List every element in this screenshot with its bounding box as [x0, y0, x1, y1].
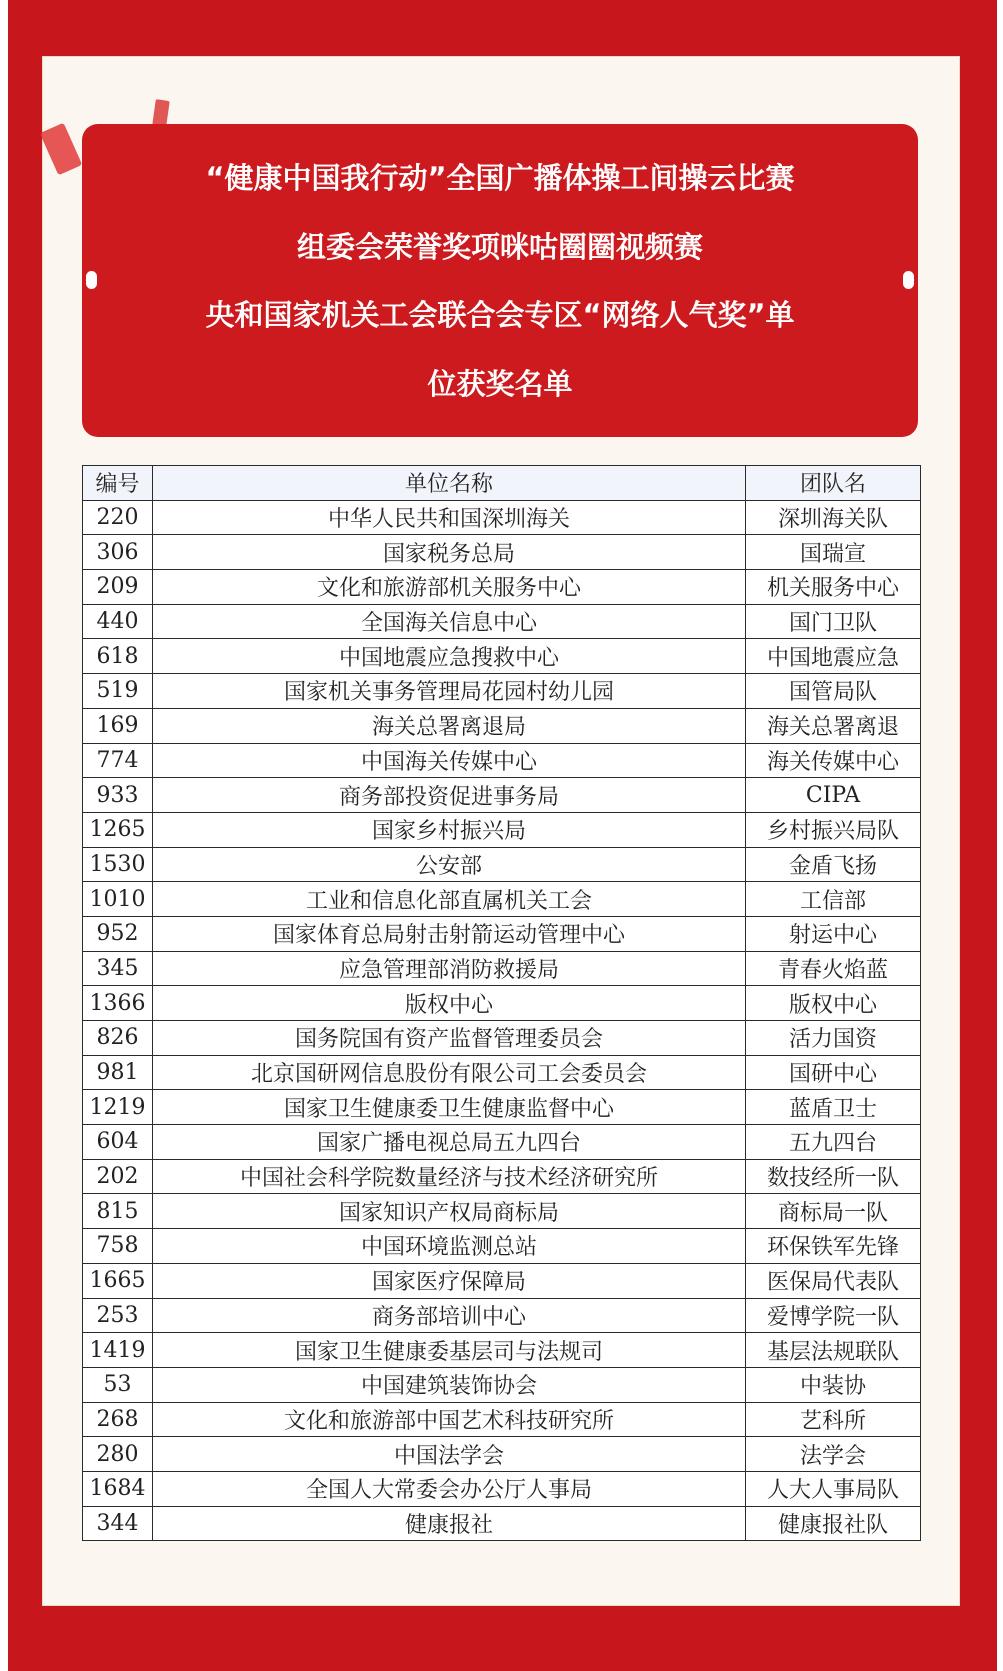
- table-row: [83, 743, 921, 778]
- cell-unit-name: 国家卫生健康委卫生健康监督中心: [153, 1090, 746, 1125]
- table-row: [83, 1506, 921, 1541]
- cell-team-name: 活力国资: [746, 1021, 921, 1056]
- cell-team-name: 乡村振兴局队: [746, 812, 921, 847]
- table-row: [83, 951, 921, 986]
- cell-unit-name: 国家体育总局射击射箭运动管理中心: [153, 916, 746, 951]
- table-row: [83, 1194, 921, 1229]
- cell-team-name: 国管局队: [746, 674, 921, 709]
- cell-team-name: 环保铁军先锋: [746, 1229, 921, 1264]
- table-row: [83, 1090, 921, 1125]
- cell-unit-name: 中国海关传媒中心: [153, 743, 746, 778]
- cell-unit-name: 公安部: [153, 847, 746, 882]
- table-row: [83, 847, 921, 882]
- cell-number: 774: [83, 743, 153, 778]
- cell-unit-name: 全国人大常委会办公厅人事局: [153, 1471, 746, 1506]
- cell-team-name: 商标局一队: [746, 1194, 921, 1229]
- cell-team-name: 五九四台: [746, 1125, 921, 1160]
- cell-team-name: 爱博学院一队: [746, 1298, 921, 1333]
- title-line-4: 位获奖名单: [427, 367, 573, 401]
- cell-number: 758: [83, 1229, 153, 1264]
- cell-team-name: 艺科所: [746, 1402, 921, 1437]
- cell-team-name: 国门卫队: [746, 604, 921, 639]
- cell-unit-name: 工业和信息化部直属机关工会: [153, 882, 746, 917]
- cell-unit-name: 国家广播电视总局五九四台: [153, 1125, 746, 1160]
- cell-unit-name: 中国地震应急搜救中心: [153, 639, 746, 674]
- cell-team-name: 医保局代表队: [746, 1263, 921, 1298]
- cell-number: 1010: [83, 882, 153, 917]
- cell-team-name: CIPA: [746, 778, 921, 813]
- cell-unit-name: 中华人民共和国深圳海关: [153, 500, 746, 535]
- table-row: [83, 1298, 921, 1333]
- cell-number: 209: [83, 570, 153, 605]
- table-row: [83, 882, 921, 917]
- cell-number: 440: [83, 604, 153, 639]
- cell-number: 519: [83, 674, 153, 709]
- cell-unit-name: 中国社会科学院数量经济与技术经济研究所: [153, 1159, 746, 1194]
- table-row: [83, 500, 921, 535]
- table-row: [83, 1367, 921, 1402]
- cell-unit-name: 健康报社: [153, 1506, 746, 1541]
- cell-number: 268: [83, 1402, 153, 1437]
- banner-dot-right: [903, 271, 914, 289]
- cell-number: 815: [83, 1194, 153, 1229]
- cell-unit-name: 国家机关事务管理局花园村幼儿园: [153, 674, 746, 709]
- award-table: [82, 465, 921, 1541]
- cell-team-name: 蓝盾卫士: [746, 1090, 921, 1125]
- header-unit-name: 单位名称: [153, 466, 746, 501]
- table-row: [83, 986, 921, 1021]
- cell-team-name: 海关总署离退: [746, 708, 921, 743]
- cell-team-name: 中国地震应急: [746, 639, 921, 674]
- table-row: [83, 1021, 921, 1056]
- table-row: [83, 1402, 921, 1437]
- cell-team-name: 机关服务中心: [746, 570, 921, 605]
- title-banner: [82, 124, 918, 437]
- cell-team-name: 人大人事局队: [746, 1471, 921, 1506]
- cell-unit-name: 海关总署离退局: [153, 708, 746, 743]
- cell-unit-name: 国家知识产权局商标局: [153, 1194, 746, 1229]
- table-row: [83, 674, 921, 709]
- cell-number: 253: [83, 1298, 153, 1333]
- table-row: [83, 1471, 921, 1506]
- header-number: 编号: [83, 466, 153, 501]
- table-body: [83, 500, 921, 1541]
- cell-unit-name: 应急管理部消防救援局: [153, 951, 746, 986]
- cell-unit-name: 全国海关信息中心: [153, 604, 746, 639]
- cell-number: 345: [83, 951, 153, 986]
- table-row: [83, 916, 921, 951]
- cell-team-name: 工信部: [746, 882, 921, 917]
- cell-number: 1665: [83, 1263, 153, 1298]
- cell-team-name: 健康报社队: [746, 1506, 921, 1541]
- cell-team-name: 射运中心: [746, 916, 921, 951]
- frame-edge-left: [0, 0, 8, 1671]
- cell-number: 1684: [83, 1471, 153, 1506]
- cell-unit-name: 国家乡村振兴局: [153, 812, 746, 847]
- cell-unit-name: 文化和旅游部中国艺术科技研究所: [153, 1402, 746, 1437]
- cell-unit-name: 中国环境监测总站: [153, 1229, 746, 1264]
- cell-unit-name: 中国建筑装饰协会: [153, 1367, 746, 1402]
- table-row: [83, 639, 921, 674]
- table-row: [83, 1159, 921, 1194]
- cell-team-name: 金盾飞扬: [746, 847, 921, 882]
- frame-edge-right: [997, 0, 1003, 1671]
- table-row: [83, 1055, 921, 1090]
- cell-number: 604: [83, 1125, 153, 1160]
- cell-number: 1265: [83, 812, 153, 847]
- cell-number: 53: [83, 1367, 153, 1402]
- cell-number: 202: [83, 1159, 153, 1194]
- banner-dot-left: [86, 271, 97, 289]
- table-row: [83, 570, 921, 605]
- cell-number: 618: [83, 639, 153, 674]
- cell-team-name: 海关传媒中心: [746, 743, 921, 778]
- title-line-2: 组委会荣誉奖项咪咕圈圈视频赛: [296, 230, 703, 264]
- table-row: [83, 1437, 921, 1472]
- table-row: [83, 604, 921, 639]
- table-row: [83, 1125, 921, 1160]
- cell-number: 1419: [83, 1333, 153, 1368]
- table-row: [83, 1229, 921, 1264]
- table-row: [83, 1263, 921, 1298]
- table-row: [83, 1333, 921, 1368]
- table-header-row: [83, 466, 921, 501]
- table-row: [83, 708, 921, 743]
- cell-unit-name: 版权中心: [153, 986, 746, 1021]
- cell-team-name: 青春火焰蓝: [746, 951, 921, 986]
- cell-unit-name: 商务部培训中心: [153, 1298, 746, 1333]
- cell-number: 1530: [83, 847, 153, 882]
- cell-team-name: 深圳海关队: [746, 500, 921, 535]
- cell-unit-name: 文化和旅游部机关服务中心: [153, 570, 746, 605]
- cell-team-name: 国瑞宣: [746, 535, 921, 570]
- cell-number: 952: [83, 916, 153, 951]
- cell-unit-name: 商务部投资促进事务局: [153, 778, 746, 813]
- cell-number: 1219: [83, 1090, 153, 1125]
- cell-unit-name: 国家医疗保障局: [153, 1263, 746, 1298]
- cell-number: 306: [83, 535, 153, 570]
- cell-number: 981: [83, 1055, 153, 1090]
- cell-unit-name: 国务院国有资产监督管理委员会: [153, 1021, 746, 1056]
- table-row: [83, 812, 921, 847]
- cell-number: 933: [83, 778, 153, 813]
- cell-unit-name: 北京国研网信息股份有限公司工会委员会: [153, 1055, 746, 1090]
- header-team-name: 团队名: [746, 466, 921, 501]
- cell-unit-name: 中国法学会: [153, 1437, 746, 1472]
- title-line-3: 央和国家机关工会联合会专区“网络人气奖”单: [205, 298, 795, 332]
- cell-number: 1366: [83, 986, 153, 1021]
- cell-team-name: 中装协: [746, 1367, 921, 1402]
- cell-team-name: 法学会: [746, 1437, 921, 1472]
- table-row: [83, 535, 921, 570]
- cell-unit-name: 国家卫生健康委基层司与法规司: [153, 1333, 746, 1368]
- cell-team-name: 版权中心: [746, 986, 921, 1021]
- cell-team-name: 基层法规联队: [746, 1333, 921, 1368]
- table-row: [83, 778, 921, 813]
- title-line-1: “健康中国我行动”全国广播体操工间操云比赛: [205, 161, 795, 195]
- cell-number: 344: [83, 1506, 153, 1541]
- cell-team-name: 数技经所一队: [746, 1159, 921, 1194]
- cell-number: 169: [83, 708, 153, 743]
- cell-number: 826: [83, 1021, 153, 1056]
- cell-number: 280: [83, 1437, 153, 1472]
- cell-number: 220: [83, 500, 153, 535]
- cell-unit-name: 国家税务总局: [153, 535, 746, 570]
- table-header: [83, 466, 921, 501]
- cell-team-name: 国研中心: [746, 1055, 921, 1090]
